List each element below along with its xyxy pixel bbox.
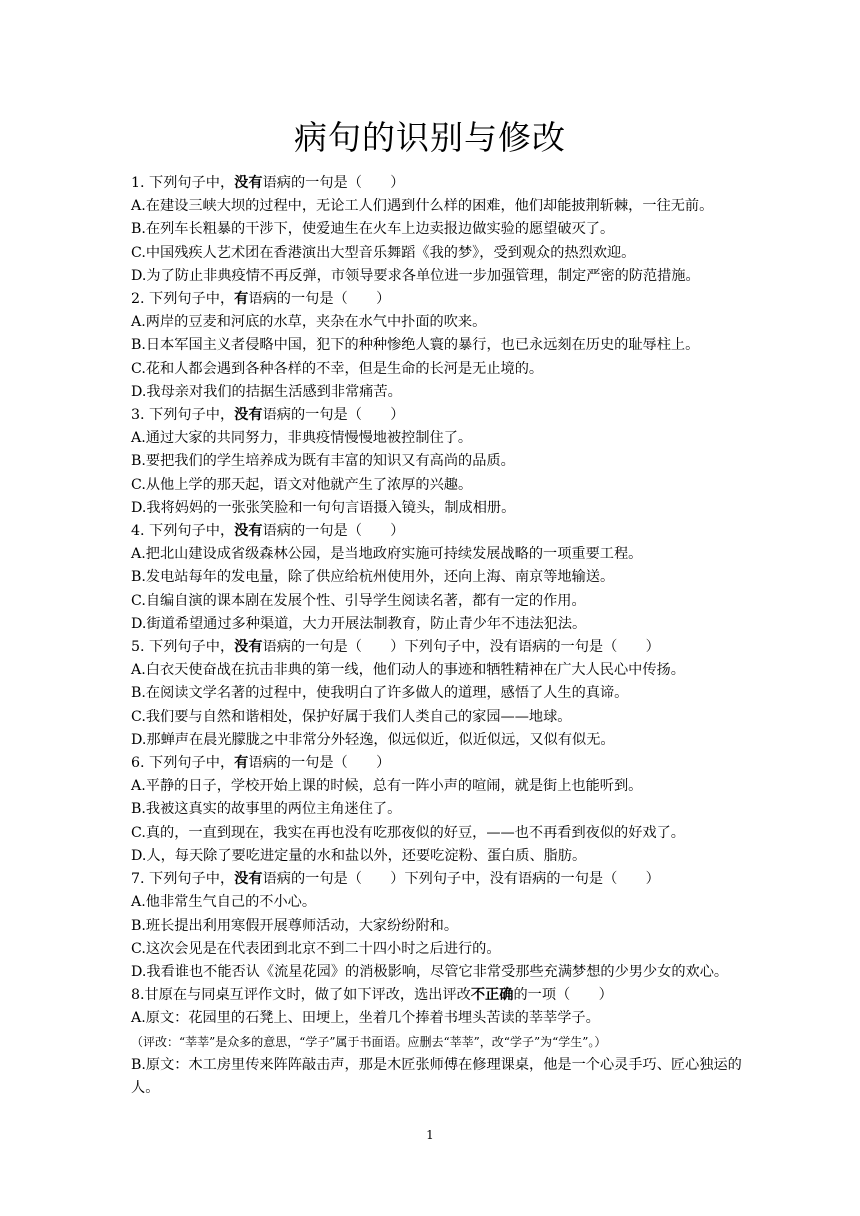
page-number: 1 bbox=[426, 1128, 434, 1142]
question-2-stem-text: 2. 下列句子中， bbox=[131, 291, 235, 308]
question-5-option-c: C.我们要与自然和谐相处，保护好属于我们人类自己的家园——地球。 bbox=[131, 708, 572, 725]
question-3-stem-tail: 语病的一句是（ ） bbox=[262, 407, 405, 424]
question-1-stem-tail: 语病的一句是（ ） bbox=[262, 175, 405, 191]
question-3-option-d: D.我将妈妈的一张张笑脸和一句句言语摄入镜头，制成相册。 bbox=[131, 499, 516, 516]
question-1-keyword: 没有 bbox=[234, 175, 263, 191]
question-8-keyword: 不正确 bbox=[470, 987, 514, 1004]
question-4-option-a: A.把北山建设成省级森林公园，是当地政府实施可持续发展战略的一项重要工程。 bbox=[131, 546, 643, 563]
question-4-stem-text: 4. 下列句子中， bbox=[131, 523, 235, 540]
question-4-option-b: B.发电站每年的发电量，除了供应给杭州使用外，还向上海、南京等地输送。 bbox=[131, 569, 615, 586]
question-7-stem-text: 7. 下列句子中， bbox=[131, 871, 235, 888]
question-3-option-a: A.通过大家的共同努力，非典疫情慢慢地被控制住了。 bbox=[131, 430, 473, 447]
question-6-stem-text: 6. 下列句子中， bbox=[131, 755, 235, 772]
question-5-option-a: A.白衣天使奋战在抗击非典的第一线，他们动人的事迹和牺牲精神在广大人民心中传扬。 bbox=[131, 662, 685, 679]
question-1-option-d: D.为了防止非典疫情不再反弹，市领导要求各单位进一步加强管理，制定严密的防范措施。 bbox=[131, 267, 700, 284]
question-7-stem-tail: 语病的一句是（ ）下列句子中，没有语病的一句是（ ） bbox=[262, 871, 660, 888]
question-2-option-d: D.我母亲对我们的拮据生活感到非常痛苦。 bbox=[131, 383, 402, 400]
question-8-option-b: B.原文：木工房里传来阵阵敲击声，那是木匠张师傅在修理课桌，他是一个心灵手巧、匠心独运的人。 bbox=[131, 1056, 742, 1096]
question-6-stem-tail: 语病的一句是（ ） bbox=[248, 755, 391, 772]
question-4-keyword: 没有 bbox=[234, 523, 263, 540]
question-5-stem-text: 5. 下列句子中， bbox=[131, 639, 235, 656]
question-5-stem bbox=[131, 636, 751, 659]
question-7-keyword: 没有 bbox=[234, 871, 263, 888]
question-4-option-d: D.街道希望通过多种渠道，大力开展法制教育，防止青少年不违法犯法。 bbox=[131, 615, 587, 632]
question-6-keyword: 有 bbox=[234, 755, 249, 772]
question-4-stem bbox=[131, 520, 751, 543]
question-3-stem-text: 3. 下列句子中， bbox=[131, 407, 235, 424]
question-6-option-c: C.真的，一直到现在，我实在再也没有吃那夜似的好豆，——也不再看到夜似的好戏了。 bbox=[131, 824, 685, 841]
question-1-stem bbox=[131, 172, 751, 195]
question-8-option-a-note: （评改：“莘莘”是众多的意思，“学子”属于书面语。应删去“莘莘”，改“学子”为“学生”。） bbox=[131, 1034, 607, 1049]
question-5-stem-tail: 语病的一句是（ ）下列句子中，没有语病的一句是（ ） bbox=[262, 639, 660, 656]
question-5-option-d: D.那蝉声在晨光朦胧之中非常分外轻逸，似远似近，似近似远，又似有似无。 bbox=[131, 731, 615, 748]
document-title: 病句的识别与修改 bbox=[294, 118, 566, 157]
question-6-option-b: B.我被这真实的故事里的两位主角迷住了。 bbox=[131, 801, 402, 818]
question-6-option-a: A.平静的日子，学校开始上课的时候，总有一阵小声的喧闹，就是街上也能听到。 bbox=[131, 778, 643, 795]
question-3-option-b: B.要把我们的学生培养成为既有丰富的知识又有高尚的品质。 bbox=[131, 453, 515, 470]
question-2-stem bbox=[131, 288, 751, 311]
question-1-option-a: A.在建设三峡大坝的过程中，无论工人们遇到什么样的困难，他们却能披荆斩棘，一往无前。 bbox=[131, 198, 714, 215]
question-3-option-c: C.从他上学的那天起，语文对他就产生了浓厚的兴趣。 bbox=[131, 476, 473, 493]
question-7-stem bbox=[131, 868, 751, 891]
question-4-stem-tail: 语病的一句是（ ） bbox=[262, 523, 405, 540]
question-8-stem-text: 8.甘原在与同桌互评作文时，做了如下评改，选出评改 bbox=[131, 987, 471, 1004]
question-1-option-b: B.在列车长粗暴的干涉下，使爱迪生在火车上边卖报边做实验的愿望破灭了。 bbox=[131, 221, 615, 238]
question-2-option-c: C.花和人都会遇到各种各样的不幸，但是生命的长河是无止境的。 bbox=[131, 360, 544, 377]
question-7-option-c: C.这次会见是在代表团到北京不到二十四小时之后进行的。 bbox=[131, 940, 501, 957]
question-6-stem bbox=[131, 752, 751, 775]
question-5-option-b: B.在阅读文学名著的过程中，使我明白了许多做人的道理，感悟了人生的真谛。 bbox=[131, 685, 629, 702]
question-3-stem bbox=[131, 404, 751, 427]
question-6-option-d: D.人，每天除了要吃进定量的水和盐以外，还要吃淀粉、蛋白质、脂肪。 bbox=[131, 847, 587, 864]
question-5-keyword: 没有 bbox=[234, 639, 263, 656]
question-1-option-c: C.中国残疾人艺术团在香港演出大型音乐舞蹈《我的梦》，受到观众的热烈欢迎。 bbox=[131, 244, 636, 261]
question-2-option-a: A.两岸的豆麦和河底的水草，夹杂在水气中扑面的吹来。 bbox=[131, 314, 487, 331]
question-2-keyword: 有 bbox=[234, 291, 249, 308]
question-2-stem-tail: 语病的一句是（ ） bbox=[248, 291, 391, 308]
question-1-stem-text: 1. 下列句子中， bbox=[131, 175, 235, 191]
question-4-option-c: C.自编自演的课本剧在发展个性、引导学生阅读名著，都有一定的作用。 bbox=[131, 592, 586, 609]
question-8-option-a: A.原文：花园里的石凳上、田埂上，坐着几个捧着书埋头苦读的莘莘学子。 bbox=[131, 1010, 600, 1027]
question-3-keyword: 没有 bbox=[234, 407, 263, 424]
question-list bbox=[131, 172, 751, 1100]
question-7-option-d: D.我看谁也不能否认《流星花园》的消极影响，尽管它非常受那些充满梦想的少男少女的欢心。 bbox=[131, 963, 729, 980]
question-8-stem bbox=[131, 984, 751, 1007]
question-8-stem-tail: 的一项（ ） bbox=[513, 987, 613, 1004]
question-2-option-b: B.日本军国主义者侵略中国，犯下的种种惨绝人寰的暴行，也已永远刻在历史的耻辱柱上。 bbox=[131, 337, 700, 354]
question-7-option-a: A.他非常生气自己的不小心。 bbox=[131, 894, 317, 911]
question-7-option-b: B.班长提出利用寒假开展尊师活动，大家纷纷附和。 bbox=[131, 917, 459, 934]
